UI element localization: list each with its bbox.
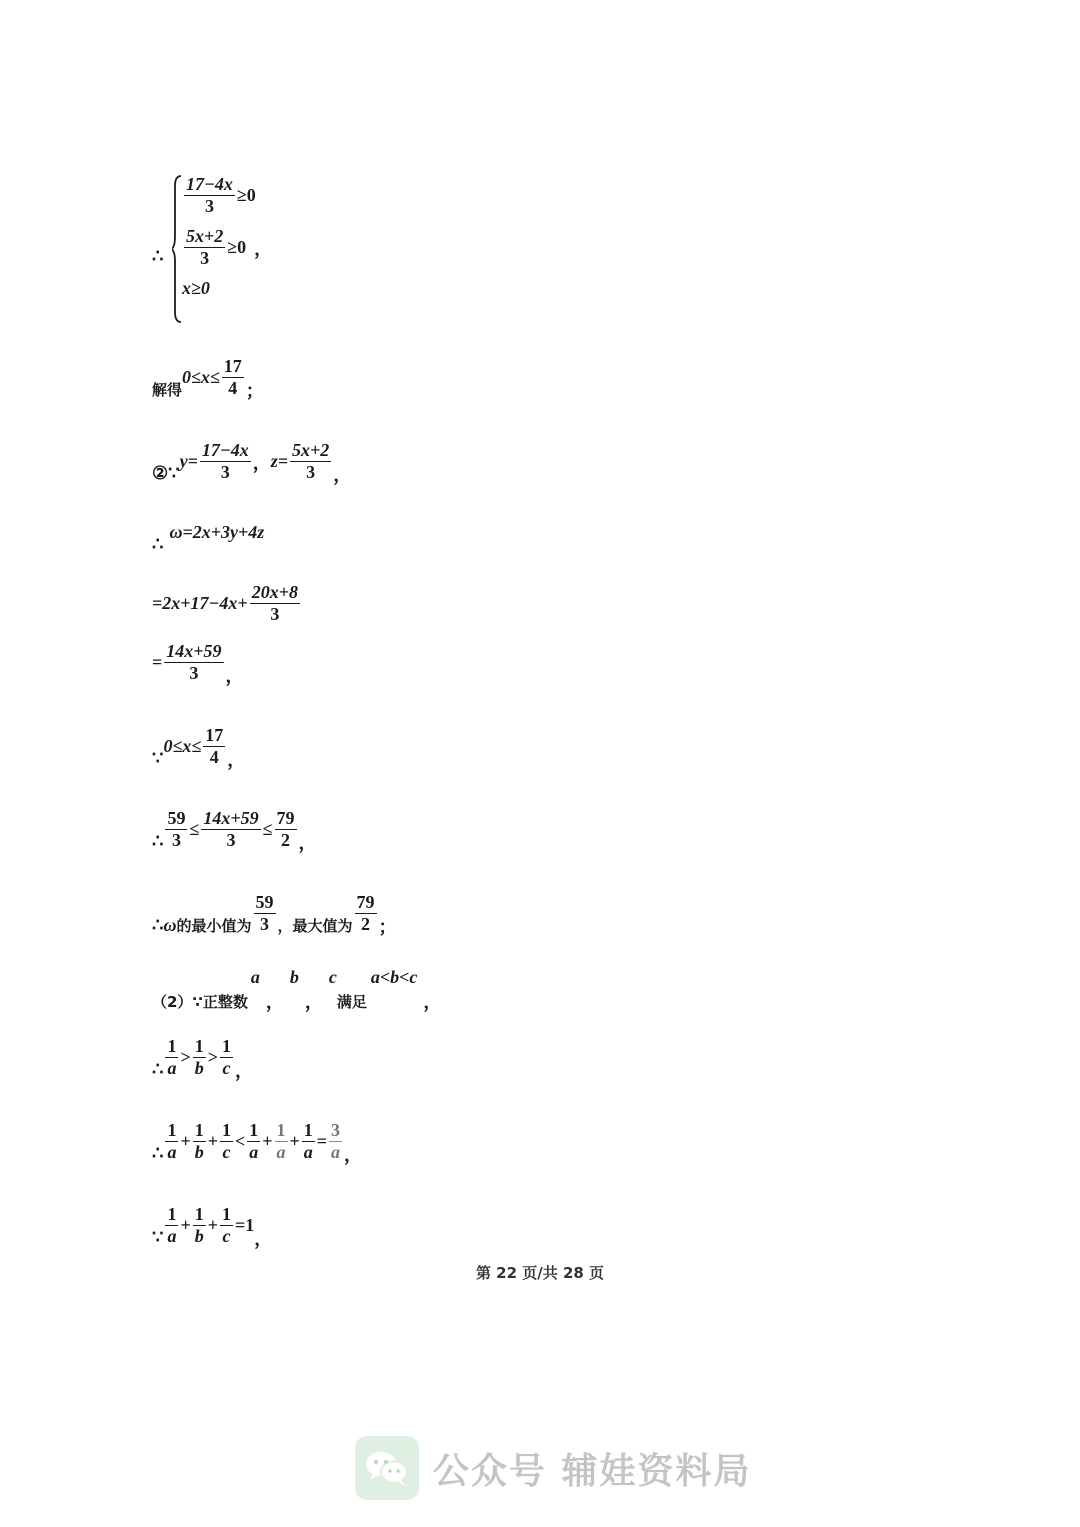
z-label: z=: [270, 451, 289, 471]
left-brace: [172, 174, 182, 324]
since-x-line: [152, 725, 245, 768]
fraction-numerator: 14x+59: [166, 641, 222, 661]
minmax-line: [152, 892, 397, 935]
fraction-denominator: a: [276, 1142, 286, 1162]
fraction-numerator: 1: [167, 1120, 177, 1140]
plus-sign: +: [180, 1215, 191, 1235]
relation: ≥0: [227, 237, 247, 257]
fraction-numerator: 1: [221, 1036, 231, 1056]
because-symbol: ∵: [152, 748, 164, 768]
fraction-denominator: a: [303, 1142, 313, 1162]
label-jiede: 解得: [152, 381, 183, 399]
le-sign: ≤: [189, 819, 200, 839]
fraction-denominator: 3: [200, 248, 210, 268]
fraction-numerator: 59: [255, 892, 274, 912]
plus-sign: +: [289, 1131, 300, 1151]
fraction-denominator: 2: [281, 830, 290, 850]
punctuation: ，: [304, 992, 323, 1012]
plus-sign: +: [180, 1131, 191, 1151]
punctuation: ，: [227, 749, 246, 770]
punctuation: ，: [252, 452, 271, 473]
fraction-numerator: 59: [167, 808, 186, 828]
fraction-numerator: 79: [276, 808, 295, 828]
therefore-symbol: ∴: [152, 534, 164, 554]
fraction-denominator: 3: [171, 830, 181, 850]
part2-line: [152, 440, 351, 483]
fraction-numerator: 5x+2: [292, 440, 330, 460]
equals-one: =1: [234, 1215, 255, 1235]
fraction-denominator: a: [167, 1142, 177, 1162]
fraction-denominator: 3: [226, 830, 236, 850]
fraction-denominator: b: [194, 1226, 204, 1246]
fraction-numerator: 5x+2: [186, 226, 224, 246]
given-line: [152, 1204, 272, 1247]
punctuation: ，: [423, 992, 442, 1012]
fraction-denominator: b: [194, 1142, 204, 1162]
inequality-system: [152, 174, 302, 329]
fraction-denominator: a: [167, 1226, 177, 1246]
page-footer: 第 22 页/共 28 页: [475, 1264, 605, 1282]
step-line-3: [152, 641, 244, 684]
fraction-numerator: 1: [194, 1204, 204, 1224]
var-a: a: [250, 966, 260, 987]
fraction-numerator: 1: [303, 1120, 313, 1140]
punctuation: ，: [265, 992, 284, 1012]
relation: ≥0: [236, 185, 256, 205]
fraction-numerator: 1: [276, 1120, 286, 1140]
fraction-denominator: c: [222, 1058, 231, 1078]
fraction-numerator: 1: [167, 1036, 177, 1056]
fraction-numerator: 1: [249, 1120, 259, 1140]
le-sign: ≤: [262, 819, 273, 839]
var-c: c: [328, 966, 337, 987]
punctuation: ，: [234, 1060, 253, 1081]
lt-sign: <: [234, 1131, 246, 1151]
fraction-denominator: 4: [209, 747, 219, 767]
range-line: [152, 808, 317, 851]
watermark: [355, 1436, 752, 1500]
fraction-numerator: 17: [223, 356, 242, 376]
condition: a<b<c: [370, 966, 418, 987]
because-symbol: ②∵: [152, 463, 180, 483]
reciprocal-line: [152, 1036, 253, 1079]
punctuation: ，: [344, 1144, 363, 1165]
fraction-numerator: 1: [194, 1036, 204, 1056]
fraction-numerator: 79: [356, 892, 375, 912]
therefore-symbol: ∴: [152, 915, 164, 935]
fraction-numerator: 17−4x: [201, 440, 249, 460]
punctuation: ，: [225, 665, 244, 686]
omega-line: [152, 522, 265, 554]
fraction-denominator: 3: [260, 914, 269, 934]
watermark-text: 公众号 辅娃资料局: [433, 1450, 752, 1492]
fraction-numerator: 1: [221, 1120, 231, 1140]
step-line-2: [152, 582, 302, 625]
y-label: y=: [179, 451, 198, 471]
fraction-numerator: 1: [221, 1204, 231, 1224]
omega-expression: ω=2x+3y+4z: [169, 522, 265, 542]
fraction-denominator: 4: [228, 378, 238, 398]
plus-sign: +: [207, 1215, 218, 1235]
punctuation: ，: [254, 238, 273, 259]
fraction-denominator: c: [222, 1226, 231, 1246]
fraction-numerator: 17: [205, 725, 224, 745]
fraction-denominator: b: [194, 1058, 204, 1078]
fraction-denominator: c: [222, 1142, 231, 1162]
fraction-denominator: a: [167, 1058, 177, 1078]
fraction-denominator: 3: [204, 196, 214, 216]
plus-sign: +: [207, 1131, 218, 1151]
gt-sign: >: [207, 1047, 218, 1067]
satisfy-label: 满足: [336, 992, 367, 1011]
because-symbol: ∵: [152, 1227, 164, 1247]
system-row-2: [182, 226, 272, 269]
fraction-numerator: 17−4x: [186, 174, 233, 194]
omega-symbol: ω: [163, 915, 177, 935]
fraction-denominator: 3: [189, 663, 199, 683]
plus-sign: +: [262, 1131, 273, 1151]
system-row-1: [182, 174, 256, 217]
fraction-denominator: 3: [220, 462, 230, 482]
equals-sign: =: [316, 1131, 328, 1151]
wechat-icon: [355, 1436, 419, 1500]
solution-line: [152, 356, 264, 399]
fraction-numerator: 1: [167, 1204, 177, 1224]
part-b-line: [152, 966, 442, 1012]
equals-sign: =: [152, 652, 163, 672]
therefore-symbol: ∴: [152, 1143, 164, 1163]
inequality: 0≤x≤: [182, 367, 220, 387]
min-label: 的最小值为: [176, 917, 252, 935]
fraction-denominator: a: [331, 1142, 341, 1162]
inequality: 0≤x≤: [163, 736, 202, 756]
expression: =2x+17−4x+: [152, 593, 248, 613]
part-b-label: （2）∵正整数: [152, 992, 248, 1011]
fraction-numerator: 14x+59: [203, 808, 259, 828]
var-b: b: [289, 966, 299, 987]
punctuation: ；: [245, 380, 264, 401]
punctuation: ，: [254, 1228, 273, 1249]
therefore-symbol: ∴: [152, 831, 164, 851]
punctuation: ，: [298, 832, 317, 853]
therefore-symbol: ∴: [152, 246, 164, 267]
max-label: ，最大值为: [277, 917, 353, 935]
punctuation: ；: [378, 916, 397, 937]
system-row-3: [182, 278, 210, 299]
sum-inequality-line: [152, 1120, 362, 1163]
fraction-numerator: 20x+8: [251, 582, 298, 602]
fraction-numerator: 1: [194, 1120, 204, 1140]
fraction-numerator: 3: [331, 1120, 341, 1140]
fraction-denominator: 2: [361, 914, 371, 934]
gt-sign: >: [180, 1047, 191, 1067]
punctuation: ，: [333, 464, 352, 485]
condition: x≥0: [182, 278, 210, 298]
fraction-denominator: a: [249, 1142, 259, 1162]
therefore-symbol: ∴: [152, 1059, 164, 1079]
fraction-denominator: 3: [270, 604, 280, 624]
fraction-denominator: 3: [306, 462, 316, 482]
